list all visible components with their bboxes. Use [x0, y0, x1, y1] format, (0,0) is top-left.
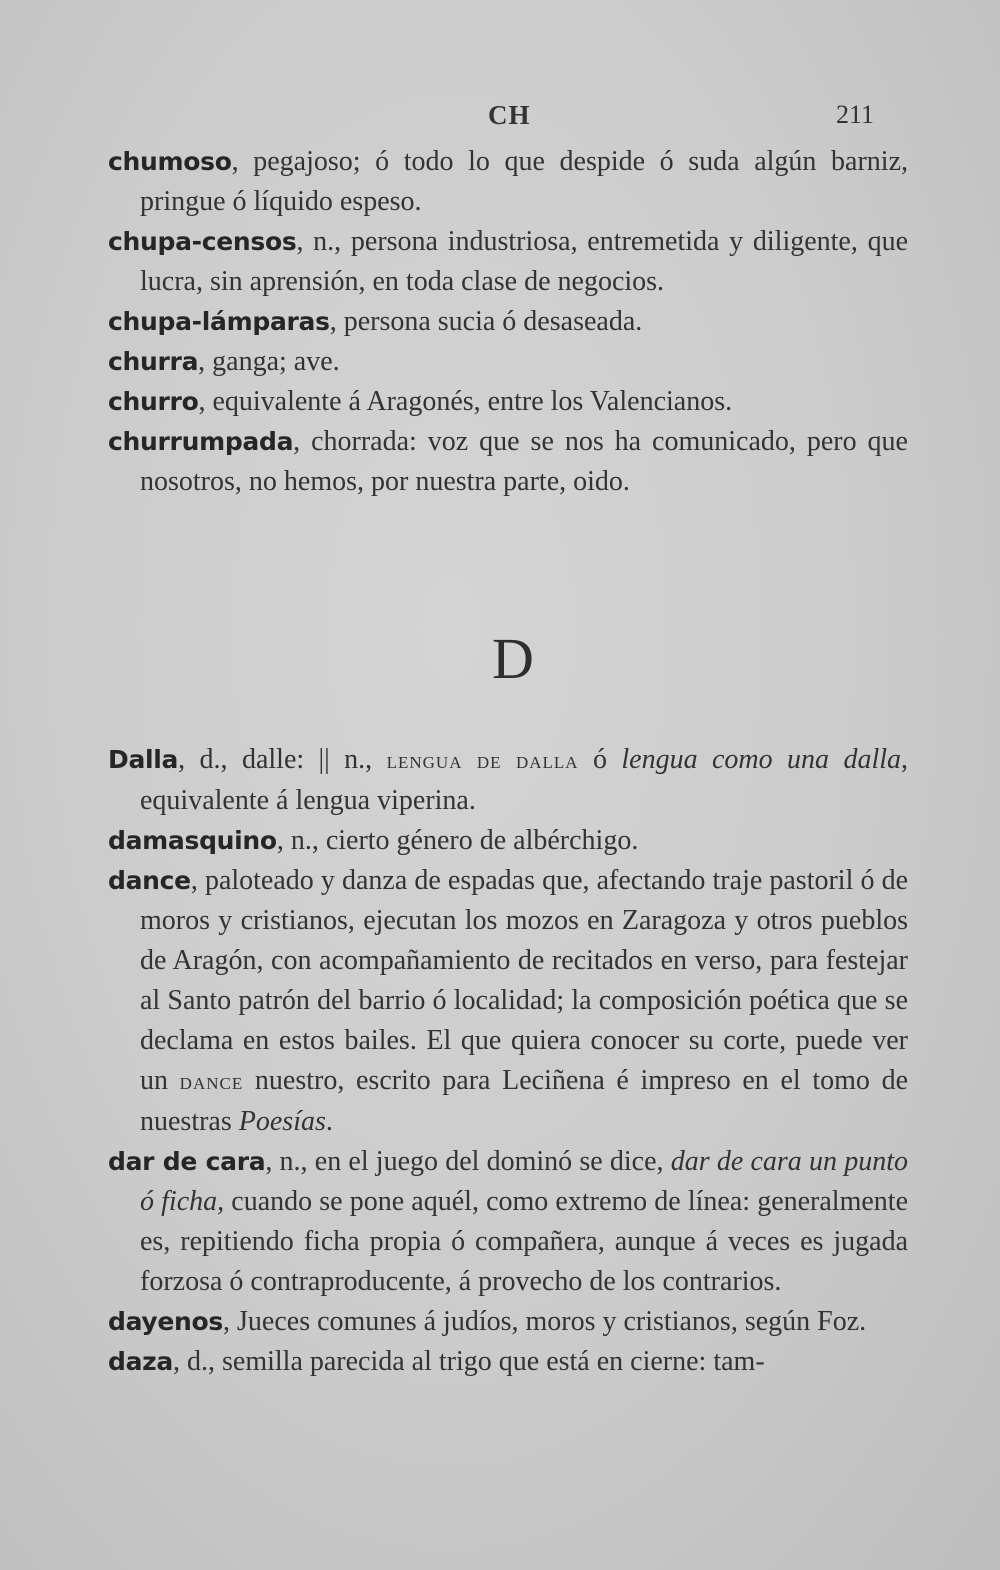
headword: chumoso	[108, 147, 232, 176]
definition: , pegajoso; ó todo lo que despide ó suda algún barniz, pringue ó líquido espeso.	[140, 146, 908, 217]
definition: , n., persona industriosa, entremetida y diligente, que lucra, sin aprensión, en toda clase de negocios.	[140, 226, 908, 297]
entry-dayenos	[108, 1302, 908, 1342]
definition: cuando se pone aquél, como extremo de línea: generalmente es, repitiendo ficha propia ó compañera, aunque á veces es jugada forzosa ó contraproducente, á provecho de los contrarios.	[140, 1186, 909, 1297]
definition: , n., en el juego del dominó se dice,	[265, 1146, 671, 1177]
book-title: Poesías	[238, 1106, 326, 1137]
entries-d	[108, 740, 908, 1382]
definition: nuestro, escrito para Leciñena é impreso en el tomo de nuestras	[140, 1065, 909, 1137]
entry-chupa-lamparas	[108, 302, 908, 342]
section-heading: CH	[488, 100, 531, 130]
entry-dance	[108, 861, 908, 1142]
definition: .	[325, 1106, 333, 1137]
entry-dalla	[108, 740, 908, 821]
entry-damasquino	[108, 821, 908, 861]
example-phrase: dar de cara un punto ó ficha,	[140, 1146, 908, 1217]
headword: dance	[108, 866, 191, 895]
section-letter: D	[492, 626, 534, 691]
entries-ch	[108, 142, 908, 502]
headword: churra	[108, 347, 199, 376]
running-head	[0, 100, 1000, 140]
headword: daza	[108, 1347, 173, 1376]
headword: dar de cara	[108, 1147, 266, 1176]
definition: , chorrada: voz que se nos ha comunicado, pero que nosotros, no hemos, por nuestra parte, oido.	[140, 426, 908, 497]
headword: chupa-censos	[108, 227, 297, 256]
headword: Dalla	[108, 745, 179, 774]
headword: churro	[108, 387, 199, 416]
page-number: 211	[836, 100, 875, 129]
headword: dayenos	[108, 1307, 224, 1336]
entry-dar-de-cara	[108, 1142, 908, 1302]
entry-churra	[108, 342, 908, 382]
definition: , ganga; ave.	[198, 346, 340, 377]
entry-chumoso	[108, 142, 908, 222]
entry-daza	[108, 1342, 908, 1382]
entry-churro	[108, 382, 908, 422]
headword: chupa-lámparas	[108, 307, 330, 336]
entry-churrumpada	[108, 422, 908, 502]
headword: churrumpada	[108, 427, 294, 456]
definition: , d., dalle: || n.,	[178, 744, 387, 775]
definition: , Jueces comunes á judíos, moros y cristianos, según Foz.	[223, 1306, 867, 1337]
cross-reference: lengua de dalla	[386, 748, 579, 774]
definition: , paloteado y danza de espadas que, afectando traje pastoril ó de moros y cristianos, ejecutan los mozos en Zaragoza y otros pueblos de Aragón, con acompañamiento de recitados en verso, para festejar al Santo patrón del barrio ó localidad; la composición poética que se declama en estos bailes. El que quiera conocer su corte, puede ver un	[140, 865, 908, 1096]
definition: , n., cierto género de albérchigo.	[276, 825, 639, 856]
entry-chupa-censos	[108, 222, 908, 302]
definition: , d., semilla parecida al trigo que está en cierne: tam-	[173, 1346, 765, 1377]
cross-reference: dance	[179, 1069, 244, 1095]
definition: , equivalente á lengua viperina.	[140, 744, 909, 816]
headword: damasquino	[108, 826, 277, 855]
definition: ó	[578, 744, 622, 775]
definition: , equivalente á Aragonés, entre los Valencianos.	[198, 386, 733, 417]
example-phrase: lengua como una dalla	[621, 744, 902, 775]
definition: , persona sucia ó desaseada.	[329, 306, 643, 337]
